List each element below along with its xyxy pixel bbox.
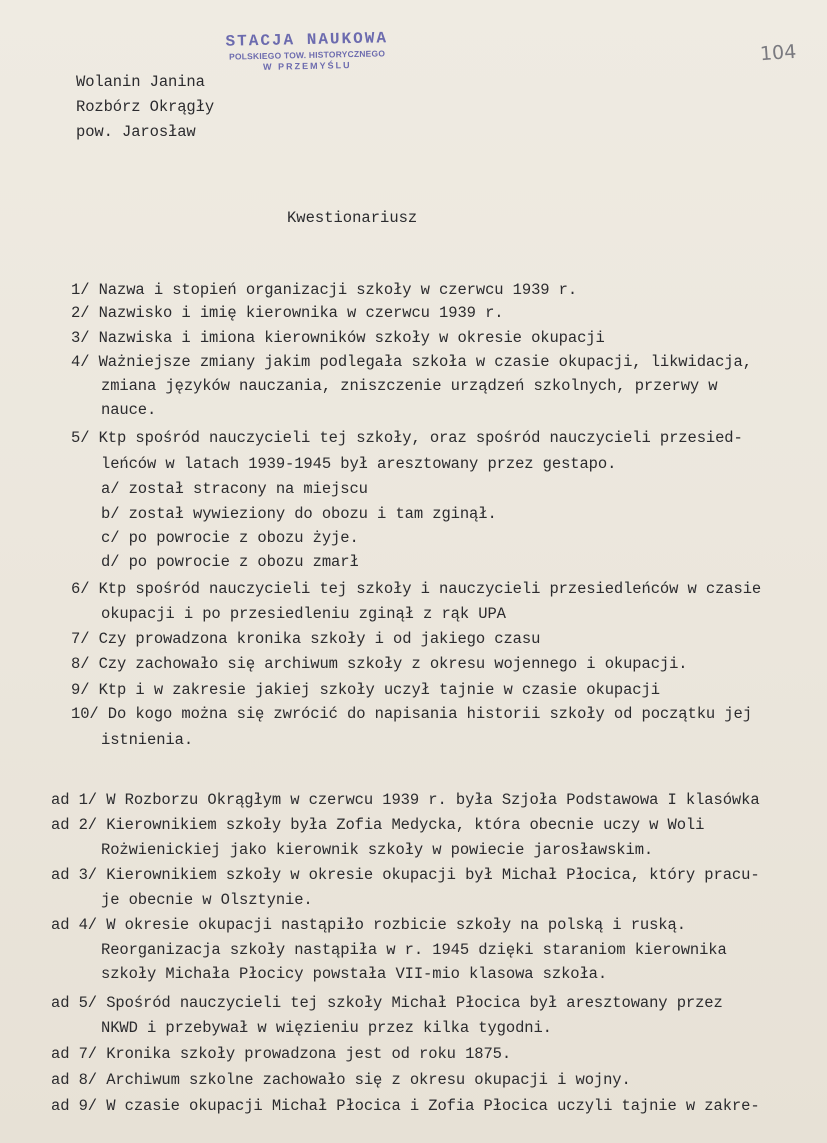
answer-line: ad 3/ Kierownikiem szkoły w okresie okupacji był Michał Płocica, który pracu-: [51, 866, 760, 884]
answer-line: ad 4/ W okresie okupacji nastąpiło rozbicie szkoły na polską i ruską.: [51, 916, 686, 934]
question-line: zmiana języków nauczania, zniszczenie urządzeń szkolnych, przerwy w: [101, 377, 718, 395]
answer-line: ad 5/ Spośród nauczycieli tej szkoły Michał Płocica był aresztowany przez: [51, 994, 723, 1012]
page-number: 104: [759, 40, 797, 66]
answer-line: NKWD i przebywał w więzieniu przez kilka tygodni.: [101, 1019, 552, 1037]
answer-line: ad 9/ W czasie okupacji Michał Płocica i Zofia Płocica uczyli tajnie w zakre-: [51, 1097, 760, 1115]
question-line: 7/ Czy prowadzona kronika szkoły i od jakiego czasu: [71, 630, 541, 648]
question-line: 3/ Nazwiska i imiona kierowników szkoły w okresie okupacji: [71, 329, 605, 347]
question-line: d/ po powrocie z obozu zmarł: [101, 553, 359, 571]
answer-line: Rożwienickiej jako kierownik szkoły w powiecie jarosławskim.: [101, 841, 654, 859]
question-line: c/ po powrocie z obozu żyje.: [101, 529, 359, 547]
stamp-line-3: W PRZEMYŚLU: [262, 60, 352, 72]
answer-line: ad 8/ Archiwum szkolne zachowało się z okresu okupacji i wojny.: [51, 1071, 631, 1089]
question-line: nauce.: [101, 401, 157, 419]
question-line: okupacji i po przesiedleniu zginął z rąk UPA: [101, 605, 506, 623]
answer-line: je obecnie w Olsztynie.: [101, 891, 313, 909]
answer-line: ad 7/ Kronika szkoły prowadzona jest od roku 1875.: [51, 1045, 512, 1063]
question-line: 9/ Ktp i w zakresie jakiej szkoły uczył tajnie w czasie okupacji: [71, 681, 660, 699]
question-line: 2/ Nazwisko i imię kierownika w czerwcu 1939 r.: [71, 304, 504, 322]
question-line: 4/ Ważniejsze zmiany jakim podlegała szkoła w czasie okupacji, likwidacja,: [71, 353, 752, 371]
answer-line: ad 1/ W Rozborzu Okrągłym w czerwcu 1939 r. była Szjoła Podstawowa I klasówka: [51, 791, 760, 809]
stamp-line-1: STACJA NAUKOWA: [225, 29, 389, 51]
header-place: Rozbórz Okrągły: [76, 98, 215, 116]
question-line: leńców w latach 1939-1945 był aresztowany przez gestapo.: [101, 455, 617, 473]
answer-line: szkoły Michała Płocicy powstała VII-mio klasowa szkoła.: [101, 965, 608, 983]
question-line: 8/ Czy zachowało się archiwum szkoły z okresu wojennego i okupacji.: [71, 655, 688, 673]
question-line: 6/ Ktp spośród nauczycieli tej szkoły i nauczycieli przesiedleńców w czasie: [71, 580, 762, 598]
answer-line: Reorganizacja szkoły nastąpiła w r. 1945 dzięki staraniom kierownika: [101, 941, 727, 959]
document-title: Kwestionariusz: [287, 209, 418, 227]
stamp-line-2: POLSKIEGO TOW. HISTORYCZNEGO: [228, 48, 386, 62]
question-line: 1/ Nazwa i stopień organizacji szkoły w czerwcu 1939 r.: [71, 281, 578, 299]
institution-stamp: [192, 28, 423, 75]
answer-line: ad 2/ Kierownikiem szkoły była Zofia Medycka, która obecnie uczy w Woli: [51, 816, 705, 834]
question-line: 5/ Ktp spośród nauczycieli tej szkoły, oraz spośród nauczycieli przesied-: [71, 429, 743, 447]
question-line: 10/ Do kogo można się zwrócić do napisania historii szkoły od początku jej: [71, 705, 752, 723]
question-line: b/ został wywieziony do obozu i tam zginął.: [101, 505, 497, 523]
question-line: istnienia.: [101, 731, 194, 749]
question-line: a/ został stracony na miejscu: [101, 480, 368, 498]
header-name: Wolanin Janina: [76, 73, 205, 91]
header-district: pow. Jarosław: [76, 123, 196, 141]
